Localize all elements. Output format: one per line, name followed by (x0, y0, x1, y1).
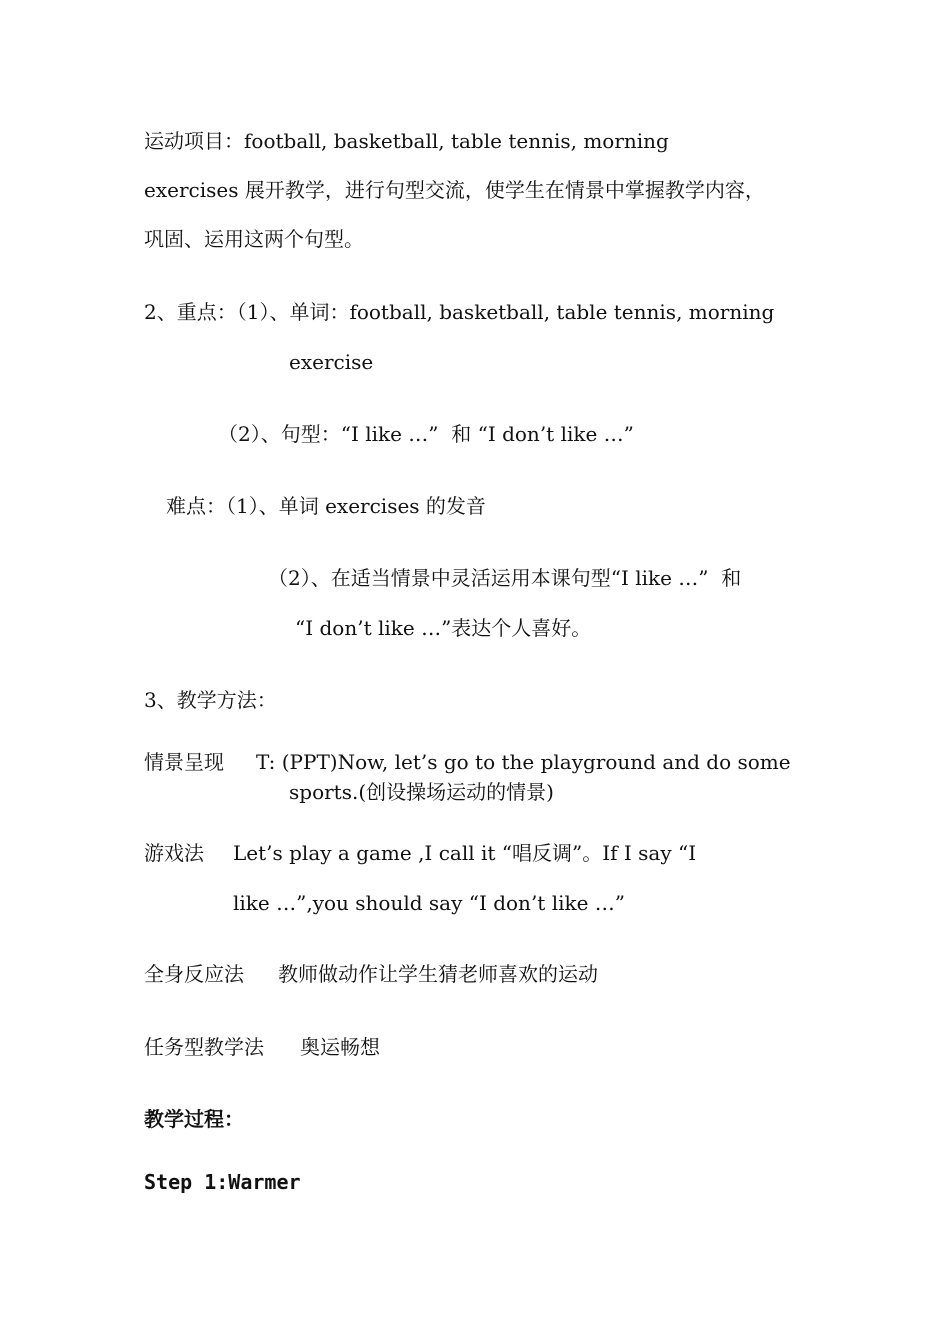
method-task-text: 奥运畅想 (300, 1035, 380, 1059)
difficulties-line-2: （2）、在适当情景中灵活运用本课句型“I like …” 和 (268, 566, 742, 590)
key-points-sentence-pattern: （2）、句型：“I like …” 和 “I don’t like …” (218, 422, 634, 446)
method-tpr-label: 全身反应法 (144, 962, 244, 986)
difficulties-line-1: 难点：（1）、单词 exercises 的发音 (166, 494, 486, 518)
method-tpr-text: 教师做动作让学生猜老师喜欢的运动 (278, 962, 598, 986)
method-situation-line-1: T: (PPT)Now, let’s go to the playground and do some (256, 750, 791, 774)
method-situation-line-2: sports.(创设操场运动的情景) (289, 780, 554, 804)
intro-line-3: 巩固、运用这两个句型。 (144, 227, 364, 251)
process-heading: 教学过程： (144, 1107, 244, 1131)
key-points-continuation: exercise (289, 350, 374, 374)
intro-line-2: exercises 展开教学，进行句型交流，使学生在情景中掌握教学内容， (144, 178, 765, 202)
key-points-line: 2、重点：（1）、单词：football, basketball, table tennis, morning (144, 300, 775, 324)
difficulties-line-3: “I don’t like …”表达个人喜好。 (295, 616, 592, 640)
method-situation-label: 情景呈现 (144, 750, 224, 774)
method-game-label: 游戏法 (144, 841, 204, 865)
method-game-line-2: like …”,you should say “I don’t like …” (233, 891, 626, 915)
process-step-1: Step 1:Warmer (144, 1170, 301, 1194)
method-game-line-1: Let’s play a game ,I call it “唱反调”。If I say “I (233, 841, 697, 865)
method-task-label: 任务型教学法 (144, 1035, 264, 1059)
intro-line-1: 运动项目：football, basketball, table tennis, morning (144, 129, 669, 153)
methods-heading: 3、教学方法： (144, 688, 277, 712)
